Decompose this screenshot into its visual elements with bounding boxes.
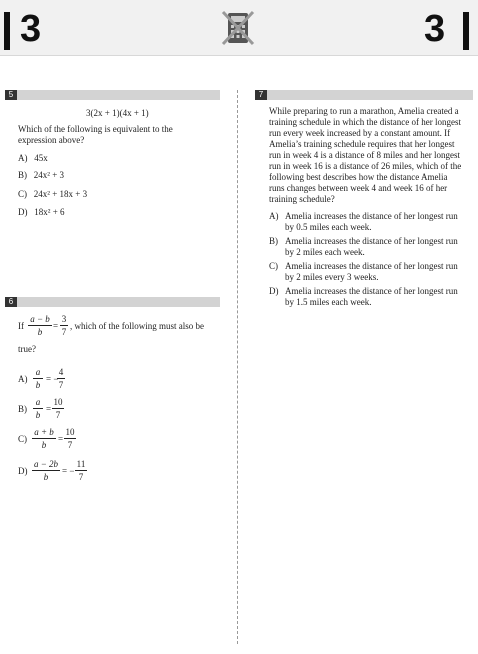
fraction-numerator: 3	[61, 314, 67, 324]
fraction-denominator: 7	[67, 440, 73, 450]
option-letter: B)	[18, 170, 27, 180]
question-5-option-c[interactable]	[18, 189, 87, 200]
question-6-number: 6	[5, 297, 17, 307]
no-calculator-icon	[221, 9, 255, 47]
option-letter: A)	[18, 153, 28, 163]
question-5-option-a[interactable]	[18, 153, 48, 164]
fraction-numerator: 4	[58, 367, 64, 377]
option-equals: =	[58, 434, 64, 444]
option-letter: D)	[18, 207, 28, 217]
question-7-number: 7	[255, 90, 267, 100]
question-7-stem-line: run in week 4 is a distance of 8 miles and her longest	[269, 150, 460, 160]
option-text: 24x² + 3	[33, 170, 65, 180]
section-bar-left	[4, 12, 10, 50]
section-header	[0, 0, 478, 56]
option-letter: C)	[18, 434, 27, 444]
fraction-denominator: b	[43, 472, 49, 482]
option-letter: B)	[18, 404, 27, 414]
fraction-numerator: 10	[53, 397, 63, 407]
fraction-denominator: b	[35, 380, 41, 390]
option-fraction-right	[75, 459, 87, 482]
option-letter: D)	[18, 466, 28, 476]
option-text-line1: Amelia increases the distance of her longest run	[285, 236, 458, 246]
section-bar-right	[463, 12, 469, 50]
option-letter: B)	[269, 236, 278, 246]
option-fraction-left	[32, 427, 56, 450]
question-5-bar	[5, 90, 220, 100]
question-6-condition-equals: =	[53, 321, 59, 331]
fraction-numerator: 11	[76, 459, 86, 469]
option-text-line1: Amelia increases the distance of her longest run	[285, 261, 458, 271]
option-text-line2: by 0.5 miles each week.	[285, 222, 372, 232]
fraction-denominator: b	[41, 440, 47, 450]
section-number-left: 3	[20, 8, 42, 50]
question-5-number: 5	[5, 90, 17, 100]
column-divider	[237, 90, 238, 644]
question-7-stem-line: training schedule in which the distance of her longest	[269, 117, 461, 127]
option-letter: D)	[269, 286, 279, 296]
question-7-stem-line: following best describes how the distance Amelia	[269, 172, 448, 182]
fraction-numerator: a + b	[34, 427, 54, 437]
fraction-numerator: a − b	[30, 314, 50, 324]
fraction-numerator: a	[35, 367, 41, 377]
option-letter: C)	[18, 189, 27, 199]
option-fraction-left	[32, 459, 60, 482]
option-text-line2: by 2 miles each week.	[285, 247, 365, 257]
option-text-line1: Amelia increases the distance of her longest run	[285, 211, 458, 221]
section-number-right: 3	[424, 8, 446, 50]
option-equals: =	[46, 404, 52, 414]
fraction-denominator: b	[37, 327, 43, 337]
option-fraction-right	[64, 427, 76, 450]
fraction-denominator: b	[35, 410, 41, 420]
question-6-condition-rhs	[60, 314, 68, 337]
option-text-line2: by 2 miles every 3 weeks.	[285, 272, 379, 282]
option-fraction-left	[33, 397, 43, 420]
question-6-stem-rest: , which of the following must also be	[70, 321, 204, 331]
question-7-stem-line: run in week 16 is a distance of 26 miles, which of the	[269, 161, 462, 171]
fraction-denominator: 7	[78, 472, 84, 482]
option-letter: C)	[269, 261, 278, 271]
option-fraction-right	[57, 367, 65, 390]
option-text-line1: Amelia increases the distance of her longest run	[285, 286, 458, 296]
option-text: 18x² + 6	[34, 207, 65, 217]
fraction-denominator: 7	[58, 380, 64, 390]
option-fraction-left	[33, 367, 43, 390]
question-7-stem-line: Amelia’s training schedule requires that her longest	[269, 139, 455, 149]
question-5-stem-line2: expression above?	[18, 135, 85, 145]
question-7-stem-line: run every week increased by a constant amount. If	[269, 128, 451, 138]
question-6-bar	[5, 297, 220, 307]
question-7-bar	[255, 90, 473, 100]
question-5-option-b[interactable]	[18, 170, 64, 181]
question-7-stem-line: runs changes between week 4 and week 16 of her	[269, 183, 448, 193]
fraction-denominator: 7	[61, 327, 67, 337]
question-6-condition-fraction	[28, 314, 52, 337]
option-letter: A)	[269, 211, 279, 221]
option-equals: = −	[62, 466, 75, 476]
question-5-option-d[interactable]	[18, 207, 65, 218]
fraction-numerator: a	[35, 397, 41, 407]
question-5-expression: 3(2x + 1)(4x + 1)	[86, 108, 149, 118]
question-7-stem-line: While preparing to run a marathon, Amelia created a	[269, 106, 459, 116]
option-letter: A)	[18, 374, 28, 384]
option-text: 24x² + 18x + 3	[33, 189, 88, 199]
option-text: 45x	[34, 153, 48, 163]
option-equals: = −	[46, 374, 59, 384]
fraction-numerator: 10	[65, 427, 75, 437]
question-6-if: If	[18, 321, 24, 331]
question-5-stem-line1: Which of the following is equivalent to the	[18, 124, 173, 134]
option-fraction-right	[52, 397, 64, 420]
fraction-denominator: 7	[55, 410, 61, 420]
fraction-numerator: a − 2b	[33, 459, 59, 469]
question-7-stem-line: training schedule?	[269, 194, 335, 204]
question-6-stem-true: true?	[18, 344, 36, 354]
option-text-line2: by 1.5 miles each week.	[285, 297, 372, 307]
